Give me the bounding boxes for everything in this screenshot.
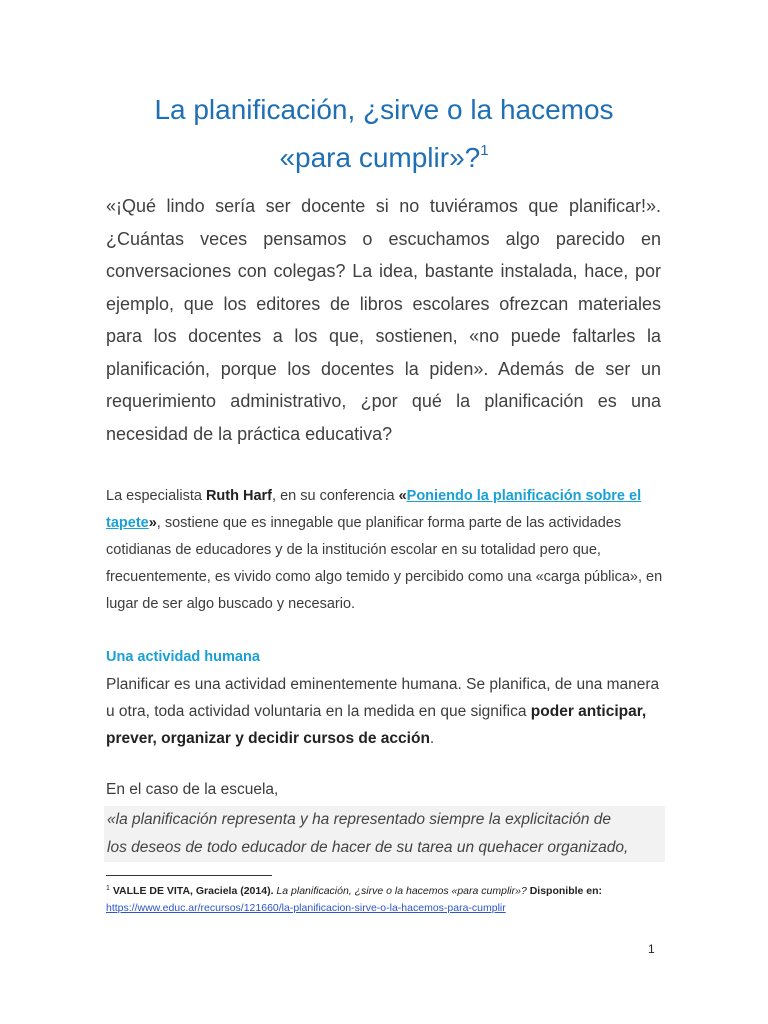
section-paragraph-end: . [429,730,435,747]
intro-line: necesidad de la práctica educativa? [106,423,393,444]
footnote-number: 1 [106,885,110,892]
conference-link[interactable]: Poniendo la planificación sobre el tapete [106,488,642,531]
intro-line: ejemplo, que los editores de libros escolares ofrezcan materiales [106,293,661,314]
intro-paragraph [106,190,661,450]
document-title [60,86,708,182]
footnote-separator-text: . [270,885,277,897]
footnote-separator [106,875,272,876]
block-quote [104,806,665,862]
intro-line: ¿Cuántas veces pensamos o escuchamos algo parecido en [106,228,661,249]
footnote [106,883,666,917]
footnote-url-link[interactable]: https://www.educ.ar/recursos/121660/la-planificacion-sirve-o-la-hacemos-para-cumplir [106,902,506,914]
footnote-work-title: La planificación, ¿sirve o la hacemos «para cumplir»? [276,885,527,897]
footnote-author: VALLE DE VITA, Graciela (2014) [112,885,271,897]
quote-line-1: «la planificación representa y ha representado siempre la explicitación de [107,811,612,828]
school-case-paragraph: En el caso de la escuela, [106,781,279,798]
harf-paragraph [106,483,666,618]
footnote-citation [106,883,666,900]
title-line-1: La planificación, ¿sirve o la hacemos [154,94,614,125]
link-open-quote: « [398,488,407,504]
title-line-2 [60,134,708,182]
section-heading: Una actividad humana [106,649,260,665]
footnote-available: Disponible en: [526,885,603,897]
intro-line: «¡Qué lindo sería ser docente si no tuviéramos que planificar!». [106,196,661,216]
intro-line: conversaciones con colegas? La idea, bastante instalada, hace, por [106,261,661,281]
harf-paragraph-rest: , sostiene que es innegable que planificar forma parte de las actividades cotidianas de educadores y de la institución escolar en su totalidad pero que, frecuentemente, es vivido como algo temido y percibido como una «carga pública», en lugar de ser algo buscado y necesario. [106,515,663,612]
section-paragraph [106,671,666,752]
harf-paragraph-middle: , en su conferencia [272,488,399,504]
author-name: Ruth Harf [205,488,273,504]
section-paragraph-lead: Planificar es una actividad eminentemente humana. Se planifica, de una manera u otra, toda actividad voluntaria en la medida en que significa [106,676,660,720]
section-paragraph-bold: poder anticipar, prever, organizar y decidir cursos de acción [106,703,647,747]
title-line-2-text: «para cumplir»? [279,142,481,173]
harf-paragraph-lead: La especialista [106,488,206,504]
page-number: 1 [648,942,655,956]
intro-line: planificación, porque los docentes la piden». Además de ser un [106,358,661,379]
intro-line: requerimiento administrativo, ¿por qué la planificación es una [106,391,661,411]
quote-line-2: los deseos de todo educador de hacer de su tarea un quehacer organizado, [107,839,629,856]
intro-line: para los docentes a los que, sostienen, «no puede faltarles la [106,326,661,346]
title-footnote-ref[interactable]: 1 [480,142,489,159]
link-close-quote: » [148,515,157,531]
